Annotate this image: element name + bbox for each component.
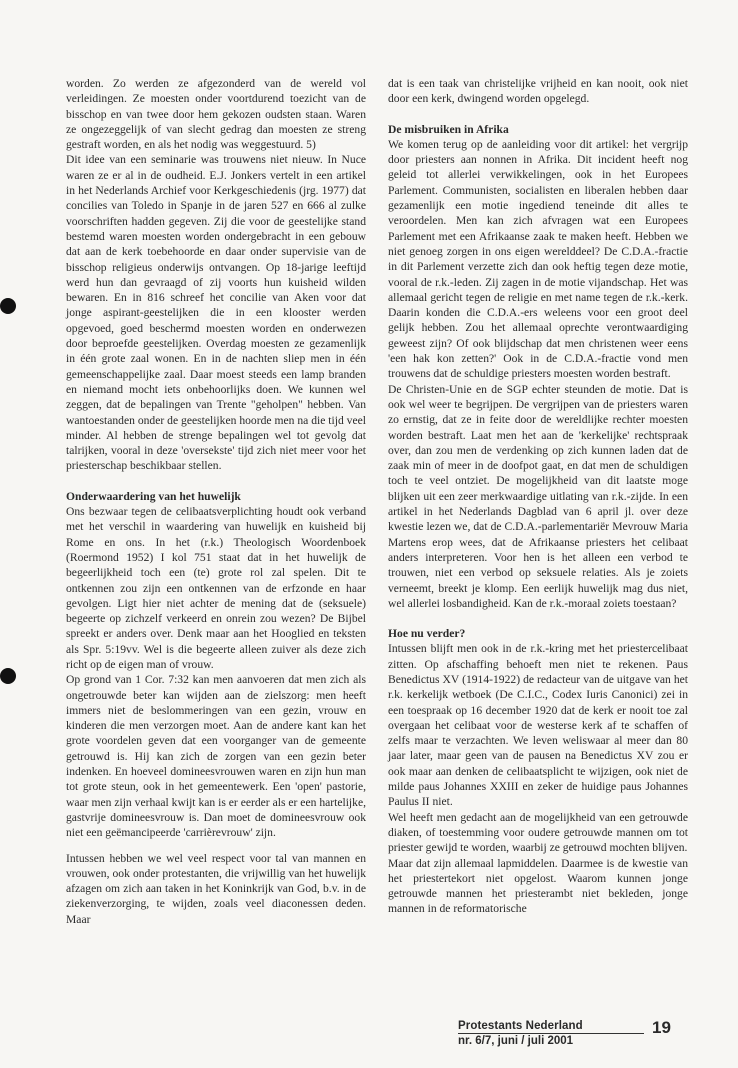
page-number: 19 [652,1018,671,1037]
paragraph: Op grond van 1 Cor. 7:32 kan men aanvoeren dat men zich als ongetrouwde beter kan wijden aan de zielszorg: men heeft immers niet de beslommeringen van een gezin, vrouw en kinderen die men verzorgen moet. Aan de andere kant kan het grote voordelen geven dat een voorganger van de gemeente getrouwd is. Hij kan zich de zorgen van een gezin beter indenken. En hoeveel domineesvrouwen waren en zijn hun man tot grote steun, ook in het gemeentewerk. Een 'open' pastorie, waar men zijn verhaal kwijt kan is er eerder als er een hartelijke, gastvrije domineesvrouw is. Dan moet de domineesvrouw ook niet een geëmancipeerde 'carrièrevrouw' zijn. [66,673,366,840]
paragraph: Wel heeft men gedacht aan de mogelijkheid van een getrouwde diaken, of toestemming voor oudere getrouwde mannen om tot priester gewijd te worden, waarbij ze getrouwd mochten blijven. [388,810,688,855]
right-column [388,76,688,917]
paragraph: We komen terug op de aanleiding voor dit artikel: het vergrijp door priesters aan nonnen in Afrika. Dit incident heeft nog geleid tot allerlei verwikkelingen, ook in het Europees Parlement. Communisten, socialisten en liberalen hebben daar gezamenlijk een motie ingediend teneinde dit alles te veroordelen. Men kan zich afvragen wat een Europees Parlement met een Afrikaanse zaak te maken heeft. Hebben we niet genoeg zorgen in ons eigen werelddeel? De C.D.A.-fractie in dit Parlement verzette zich dan ook heftig tegen deze motie, vooral de r.k.-leden. Zij zagen in de motie vijandschap. Het was allemaal gericht tegen de religie en met name tegen de r.k.-kerk. Daarin konden die C.D.A.-ers weleens voor een groot deel gelijk hebben. Zou het allemaal oprechte verontwaardiging geweest zijn? Of ook blijdschap dat men christenen weer eens 'een hak kon zetten?' Ook in de C.D.A.-fractie vond men trouwens dat de schuldige priesters moesten worden bestraft. [388,137,688,381]
paragraph: Intussen hebben we wel veel respect voor tal van mannen en vrouwen, ook onder protestanten, die vrijwillig van het huwelijk afzagen om zich aan taken in het Koninkrijk van God, b.v. in de ziekenverzorging, te wijden, zoals veel diaconessen deden. Maar [66,851,366,926]
section-heading: Hoe nu verder? [388,627,466,641]
paragraph: worden. Zo werden ze afgezonderd van de wereld vol verleidingen. Ze moesten onder voortdurend toezicht van de bisschop en van twee door hem gekozen oudsten staan. Waren ze ongezeggelijk of van slecht gedrag dan moesten ze streng gestraft worden, en als het nodig was weggestuurd. 5) [66,77,366,152]
paragraph: Maar dat zijn allemaal lapmiddelen. Daarmee is de kwestie van het priestertekort niet opgelost. Waarom kunnen jonge getrouwde mannen het priesterambt niet bekleden, jonge mannen in de reformatorische [388,856,688,916]
paragraph: Ons bezwaar tegen de celibaatsverplichting houdt ook verband met het verschil in waardering van huwelijk en kuisheid bij Rome en ons. In het (r.k.) Theologisch Woordenboek (Roermond 1952) I kol 751 staat dat in het huwelijk de begeerlijkheid toch een (te) grote rol zal spelen. Dit te ontkennen zou zijn een ontkennen van de erfzonde en haar gevolgen. Ligt hier niet achter de mening dat de (seksuele) begeerte op zichzelf verkeerd en onrein zou wezen? De Bijbel spreekt er anders over. Denk maar aan het Hooglied en teksten als Spr. 5:19vv. Wel is die begeerte alleen zuiver als deze zich richt op de eigen man of vrouw. [66,505,366,671]
paragraph: dat is een taak van christelijke vrijheid en kan nooit, ook niet door een kerk, dwingend worden opgelegd. [388,77,688,106]
paragraph: Intussen blijft men ook in de r.k.-kring met het priestercelibaat zitten. Op afschaffing behoeft men niet te rekenen. Paus Benedictus XV (1914-1922) de redacteur van de uitgave van het r.k. kerkelijk wetboek (De C.I.C., Codex Iuris Canonici) zei in een toespraak op 16 december 1920 dat de kerk er nooit toe zal overgaan het celibaat voor de westerse kerk af te schaffen of zelfs maar te verzachten. We leven weliswaar al meer dan 80 jaar later, maar geen van de pausen na Benedictus XV zou er ook maar aan denken de celibaatsplicht te wijzigen, ook niet de milde paus Johannes XXIII en zeker de huidige paus Johannes Paulus II niet. [388,642,688,809]
binder-hole [0,298,16,314]
left-column [66,76,366,927]
section-heading: De misbruiken in Afrika [388,122,509,136]
paragraph: De Christen-Unie en de SGP echter steunden de motie. Dat is ook wel weer te begrijpen. De vergrijpen van de priesters waren zo ernstig, dat ze in feite door de wereldlijke rechter moesten worden bestraft. Laat men het aan de 'kerkelijke' rechtspraak over, dan zou men de verdenking op zich kunnen laden dat de zaak min of meer in de doofpot gaat, en dat men de schuldigen toch te veel ontziet. De mogelijkheid van dit laatste moge blijken uit een zeer merkwaardige uitlating van r.k.-zijde. In een artikel in het Nederlands Dagblad van 6 april jl. over deze kwestie lezen we, dat de C.D.A.-parlementariër Mevrouw Maria Martens erop wees, dat de Afrikaanse priesters het celibaat anders interpreteren. Voor hen is het alleen een verbod te trouwen, niet een verbod op seksuele relaties. Als je zoiets verneemt, breekt je klomp. Een eerlijk huwelijk mag dus niet, wel allerlei losbandigheid. Kan de r.k.-moraal zoiets toestaan? [388,382,688,610]
binder-hole [0,668,16,684]
publication-title: Protestants Nederland [458,1020,644,1034]
section-heading: Onderwaardering van het huwelijk [66,489,241,503]
paragraph: Dit idee van een seminarie was trouwens niet nieuw. In Nuce waren ze er al in de oudheid. E.J. Jonkers vertelt in een artikel in het Nederlands Archief voor Kerkgeschiedenis (jrg. 1977) dat concilies van Toledo in Spanje in de jaren 527 en 666 al zulke voorschriften hadden gegeven. Zij die voor de geestelijke stand bestemd waren moesten worden ondergebracht in een gebouw dat aan de kerk toebehoorde en daar onder supervisie van de bisschop religieus onderwijs ontvangen. Op 18-jarige leeftijd werd hun dan gevraagd of zij voorts hun kuisheid wilden bewaren. En in 816 schreef het concilie van Aken voor dat jonge aspirant-geestelijken die in een klooster werden opgevoed, goed beschermd moesten worden en onderwezen door beproefde geestelijken. Overdag moesten ze gezamenlijk in één grote zaal wonen. En in de nachten sliep men in één gemeenschappelijke zaal. Daar moest steeds een lamp branden en niemand mocht iets onbehoorlijks doen. We kunnen wel zeggen, dat de bepalingen van Trente "geholpen" hebben. Van wantoestanden onder de geestelijken hoorde men na die tijd veel minder. Al hebben de strenge bepalingen wel tot gevolg dat talrijken, vooral in deze 'oversekste' tijd zich niet meer voor het priesterschap beschikbaar stellen. [66,153,366,473]
issue-info: nr. 6/7, juni / juli 2001 [458,1035,574,1047]
